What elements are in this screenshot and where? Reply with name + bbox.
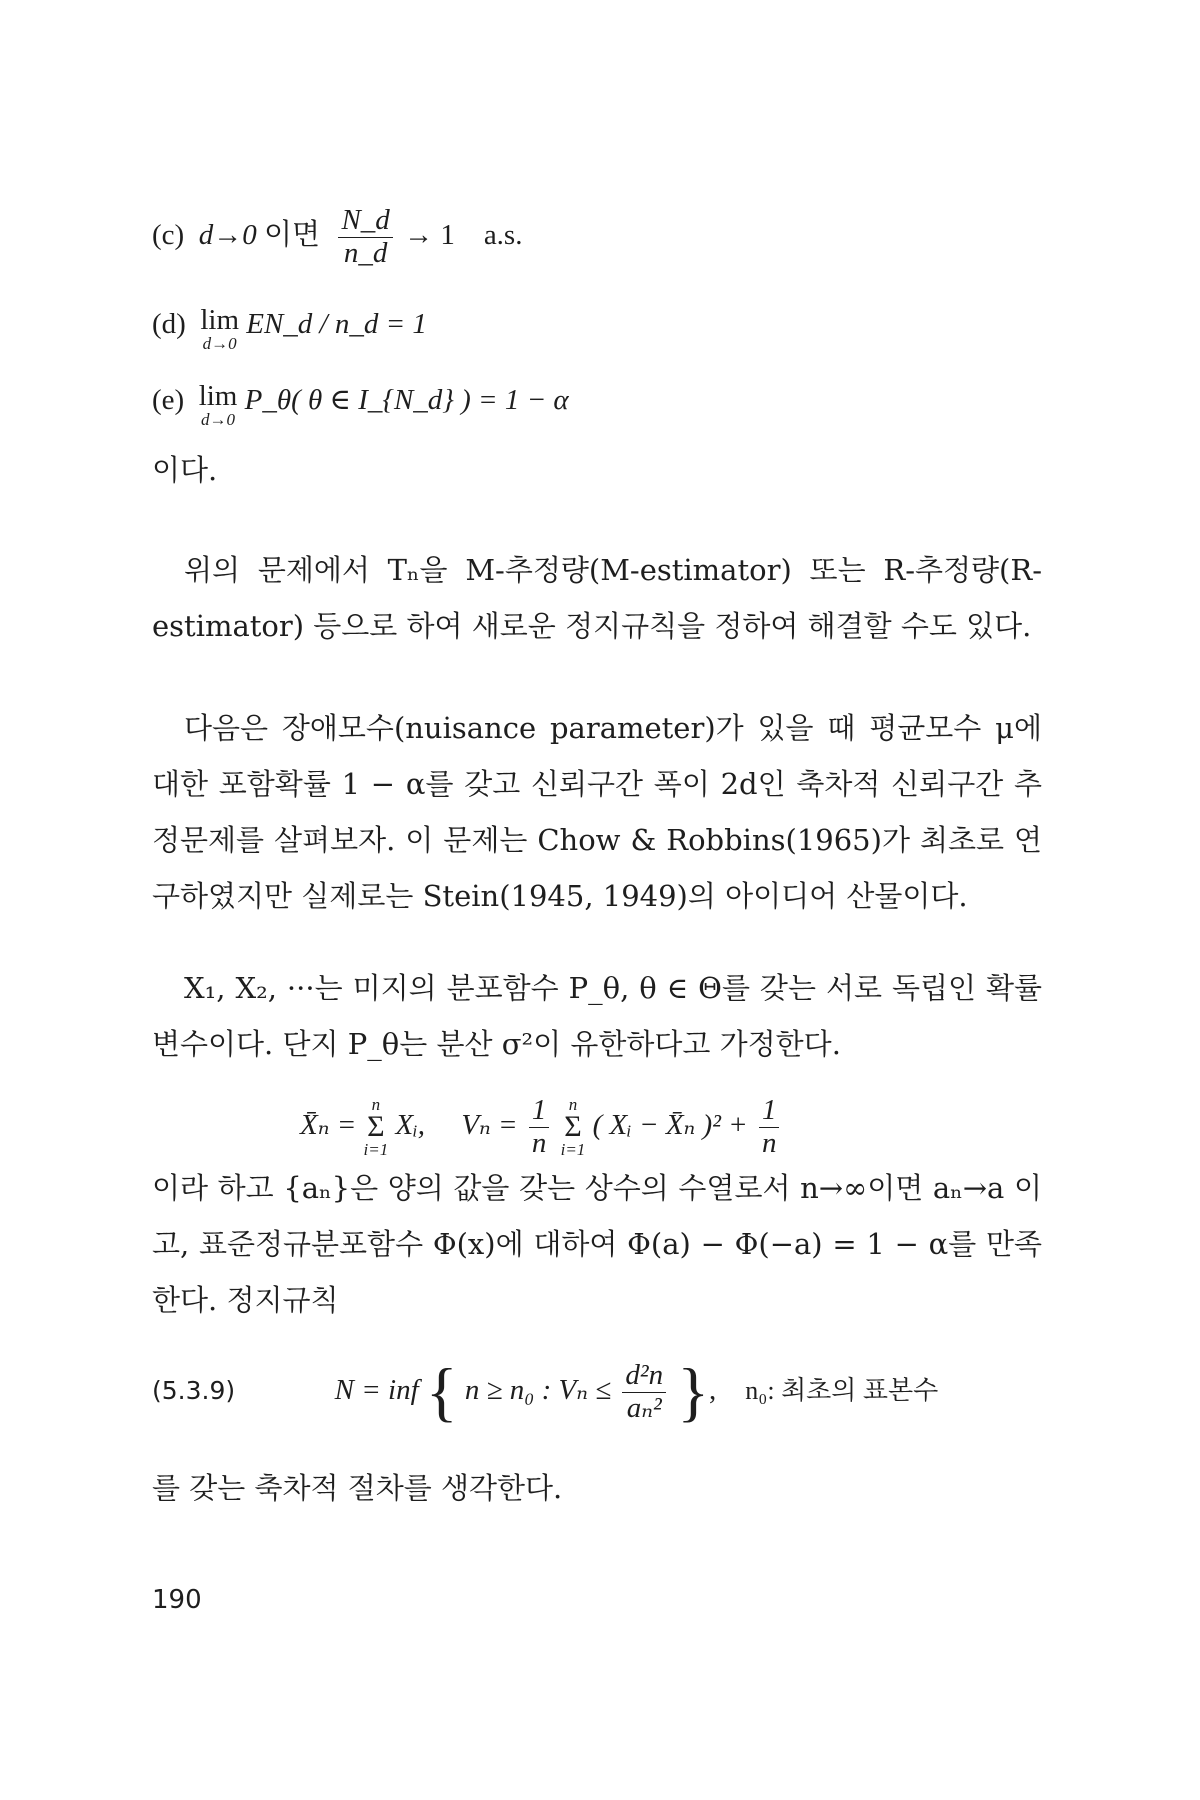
equation-frac-den: aₙ²	[622, 1392, 666, 1425]
item-d-lim: lim	[200, 304, 239, 336]
paragraph-4-block	[152, 1160, 1042, 1328]
item-c-fraction	[338, 205, 392, 270]
formula-frac2	[759, 1095, 780, 1160]
display-formula	[300, 1090, 920, 1160]
paragraph-2-block	[152, 700, 1042, 924]
formula-term2: ( Xᵢ − X̄ₙ )² +	[592, 1109, 748, 1141]
formula-frac1-den: n	[529, 1127, 550, 1160]
item-c-text: 이면	[263, 219, 320, 252]
item-e-limit	[199, 382, 238, 428]
item-c-num: N_d	[341, 204, 390, 236]
paragraph-1: 위의 문제에서 Tₙ을 M-추정량(M-estimator) 또는 R-추정량(R-estimator) 등으로 하여 새로운 정지규칙을 정하여 해결할 수도 있다.	[152, 553, 1042, 643]
item-d	[152, 296, 1042, 352]
item-d-lim-sub: d→0	[202, 334, 237, 353]
sum-1: n Σ i=1	[363, 1094, 389, 1159]
formula-lhs1: X̄ₙ =	[300, 1109, 357, 1141]
equation-frac-num: d²n	[625, 1358, 664, 1391]
item-c-cond: d→0	[198, 219, 257, 252]
formula-frac1-num: 1	[531, 1093, 547, 1126]
paragraph-3: X₁, X₂, ···는 미지의 분포함수 P_θ, θ ∈ Θ를 갖는 서로 독립인 확률변수이다. 단지 P_θ는 분산 σ²이 유한하다고 가정한다.	[152, 971, 1042, 1061]
item-c	[152, 205, 1042, 270]
item-d-label: (d)	[152, 308, 186, 340]
equation-number: (5.3.9)	[152, 1376, 236, 1405]
sum-1-top: n	[371, 1094, 381, 1114]
equation-fraction	[622, 1360, 666, 1425]
equation-cond: n ≥ n₀ : Vₙ ≤	[464, 1374, 612, 1406]
equation-5-3-9: (5.3.9) N = inf { n ≥ n₀ : Vₙ ≤ $\frac{\text{d²n}}{\text{aₙ²}}$ }, n₀: 최초의 표본수	[152, 1355, 939, 1429]
item-d-limit	[200, 306, 239, 352]
paragraph-4: 이라 하고 {aₙ}은 양의 값을 갖는 상수의 수열로서 n→∞이면 aₙ→a 이고, 표준정규분포함수 Φ(x)에 대하여 Φ(a) − Φ(−a) = 1 − α를 만족한다. 정지규칙	[152, 1171, 1042, 1317]
formula-term1: Xᵢ,	[395, 1109, 426, 1141]
item-e-lim: lim	[198, 380, 238, 412]
paragraph-1-block	[152, 542, 1042, 654]
item-e-label: (e)	[152, 384, 185, 416]
sum-2: n Σ i=1	[560, 1094, 586, 1159]
paragraph-2: 다음은 장애모수(nuisance parameter)가 있을 때 평균모수 μ에 대한 포함확률 1 − α를 갖고 신뢰구간 폭이 2d인 축차적 신뢰구간 추정문제를 살펴보자. 이 문제는 Chow & Robbins(1965)가 최초로 연구하였지만 실제로는 Stein(1945, 1949)의 아이디어 산물이다.	[152, 711, 1042, 913]
formula-lhs2: Vₙ =	[461, 1109, 518, 1141]
item-c-arrow: → 1	[404, 219, 455, 252]
paragraph-5: 를 갖는 축차적 절차를 생각한다.	[152, 1471, 563, 1505]
item-c-den: n_d	[338, 237, 392, 270]
equation-note: n₀: 최초의 표본수	[745, 1376, 939, 1405]
ending-text: 이다.	[152, 453, 218, 487]
paragraph-5-block	[152, 1460, 1042, 1516]
item-d-expr: EN_d / n_d = 1	[246, 308, 427, 340]
formula-frac2-den: n	[759, 1127, 780, 1160]
page-number: 190	[152, 1585, 202, 1615]
item-c-label: (c)	[152, 219, 185, 252]
paragraph-3-block	[152, 960, 1042, 1072]
item-e	[152, 372, 1042, 428]
sum-2-bottom: i=1	[560, 1139, 586, 1159]
item-c-as: a.s.	[483, 219, 523, 252]
formula-frac2-num: 1	[761, 1093, 777, 1126]
formula-frac1	[529, 1095, 550, 1160]
equation-lhs: N = inf	[334, 1374, 419, 1406]
item-e-lim-sub: d→0	[201, 410, 236, 429]
sum-2-top: n	[568, 1094, 578, 1114]
sum-1-bottom: i=1	[363, 1139, 389, 1159]
item-e-expr: P_θ( θ ∈ I_{N_d} ) = 1 − α	[244, 384, 569, 416]
